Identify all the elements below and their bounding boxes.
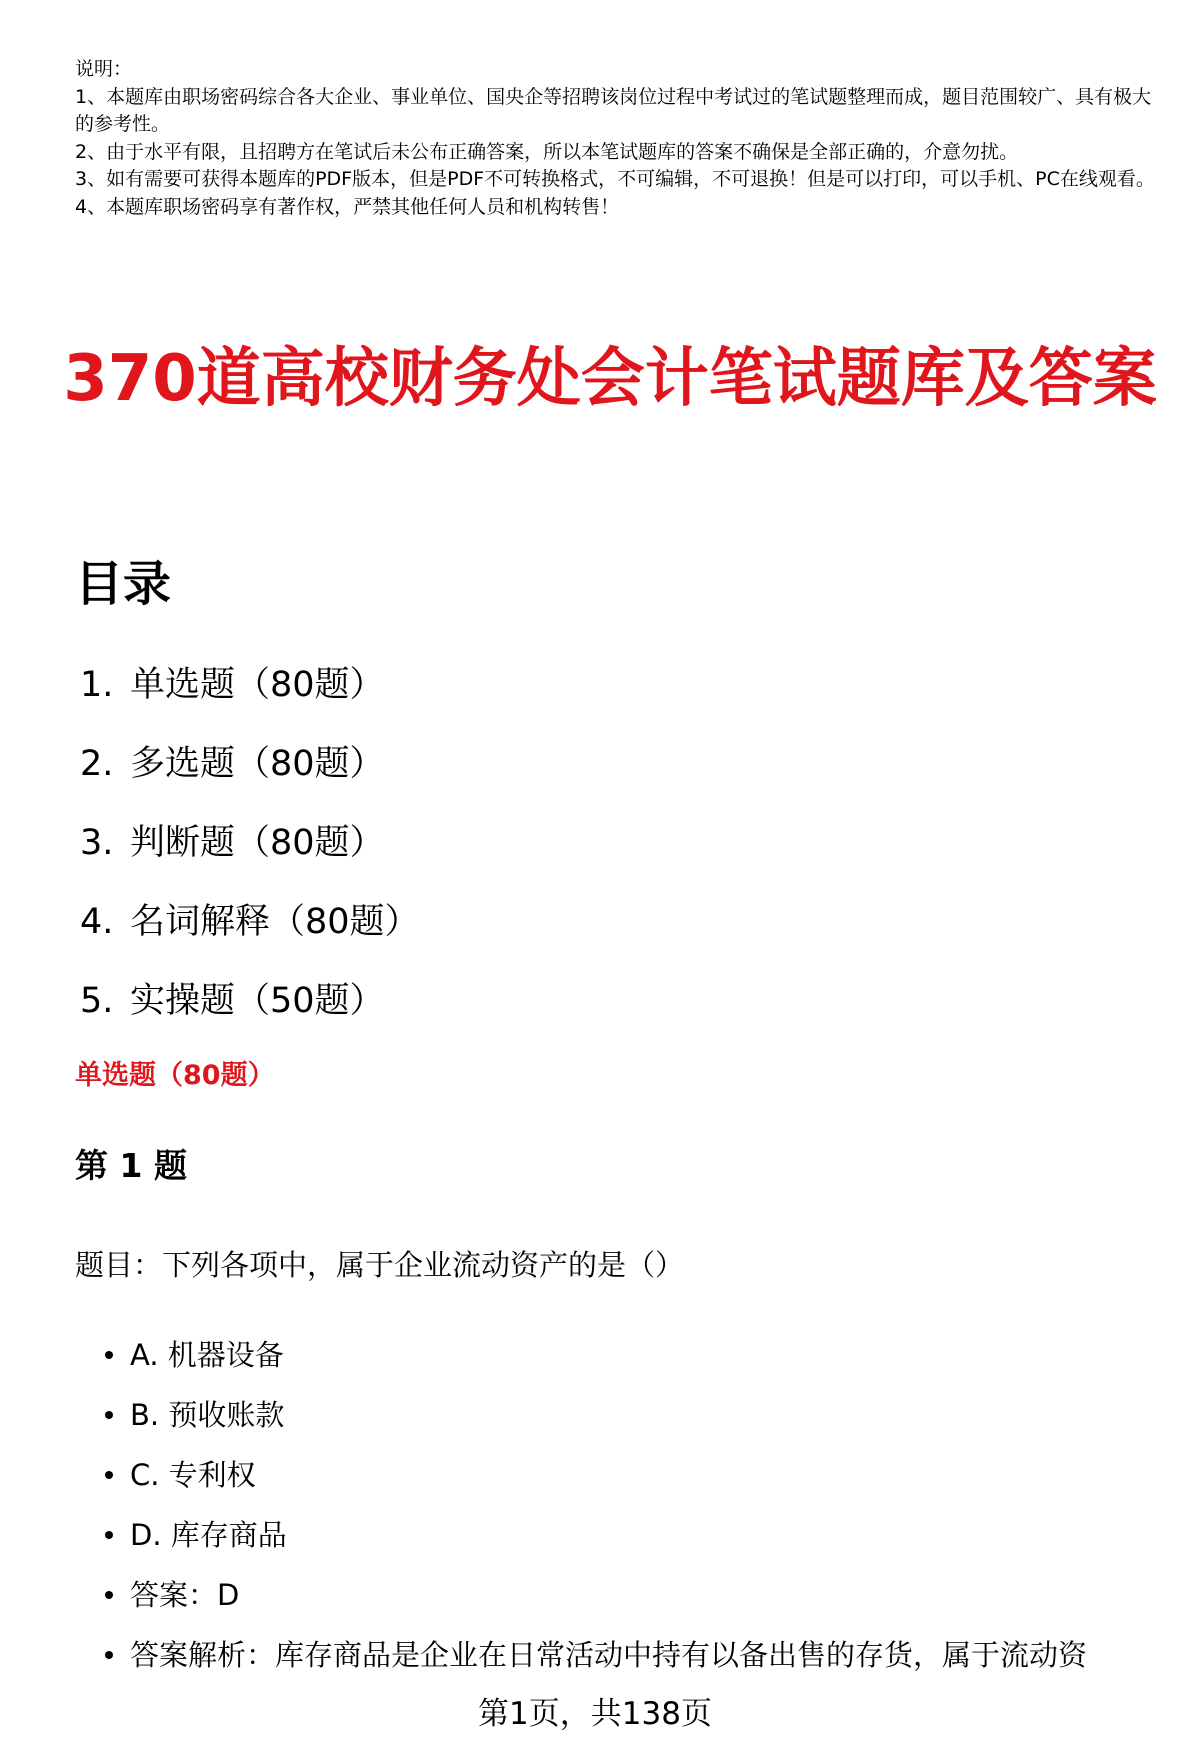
option-text: C. 专利权 <box>130 1458 256 1492</box>
bullet-icon <box>105 1651 113 1659</box>
options-list <box>100 1335 1087 1695</box>
note-line: 2、由于水平有限，且招聘方在笔试后未公布正确答案，所以本笔试题库的答案不确保是全部正确的，介意勿扰。 <box>75 140 1019 163</box>
toc-item[interactable] <box>80 897 420 976</box>
toc-item-number: 3. <box>80 823 114 863</box>
page-footer: 第1页，共138页 <box>478 1696 712 1732</box>
bullet-icon <box>105 1351 113 1359</box>
toc-item-number: 5. <box>80 981 114 1021</box>
bullet-icon <box>105 1591 113 1599</box>
note-line: 1、本题库由职场密码综合各大企业、事业单位、国央企等招聘该岗位过程中考试过的笔试题整理而成，题目范围较广、具有极大的参考性。 <box>75 85 1152 135</box>
toc-item[interactable] <box>80 660 420 739</box>
toc-item-number: 2. <box>80 744 114 784</box>
toc-item-number: 4. <box>80 902 114 942</box>
explanation-text: 答案解析：库存商品是企业在日常活动中持有以备出售的存货，属于流动资 <box>130 1638 1088 1672</box>
answer-item <box>100 1575 1087 1635</box>
note-line: 4、本题库职场密码享有著作权，严禁其他任何人员和机构转售！ <box>75 195 620 218</box>
toc-item-label: 判断题（80题） <box>130 823 385 863</box>
option-item <box>100 1335 1087 1395</box>
section-heading: 单选题（80题） <box>75 1060 275 1091</box>
notes-label: 说明： <box>75 58 133 80</box>
option-text: D. 库存商品 <box>130 1518 287 1552</box>
option-text: B. 预收账款 <box>130 1398 285 1432</box>
toc-item[interactable] <box>80 818 420 897</box>
toc-item-label: 实操题（50题） <box>130 981 385 1021</box>
question-number: 第 1 题 <box>75 1146 187 1185</box>
bullet-icon <box>105 1471 113 1479</box>
question-text: 题目：下列各项中，属于企业流动资产的是（） <box>75 1248 685 1282</box>
notes-block <box>75 56 1155 221</box>
bullet-icon <box>105 1531 113 1539</box>
toc-item[interactable] <box>80 976 420 1055</box>
toc-item-number: 1. <box>80 665 114 705</box>
toc-item-label: 单选题（80题） <box>130 665 385 705</box>
toc-item-label: 名词解释（80题） <box>130 902 420 942</box>
answer-text: 答案：D <box>130 1578 240 1612</box>
option-item <box>100 1395 1087 1455</box>
bullet-icon <box>105 1411 113 1419</box>
explanation-item <box>100 1635 1087 1695</box>
toc-item-label: 多选题（80题） <box>130 744 385 784</box>
option-text: A. 机器设备 <box>130 1338 284 1372</box>
toc-item[interactable] <box>80 739 420 818</box>
option-item <box>100 1515 1087 1575</box>
toc-heading: 目录 <box>75 556 172 612</box>
note-line: 3、如有需要可获得本题库的PDF版本，但是PDF不可转换格式，不可编辑，不可退换！但是可以打印，可以手机、PC在线观看。 <box>75 168 1155 190</box>
document-title: 370道高校财务处会计笔试题库及答案 <box>63 342 1157 416</box>
toc-list <box>80 660 420 1055</box>
option-item <box>100 1455 1087 1515</box>
